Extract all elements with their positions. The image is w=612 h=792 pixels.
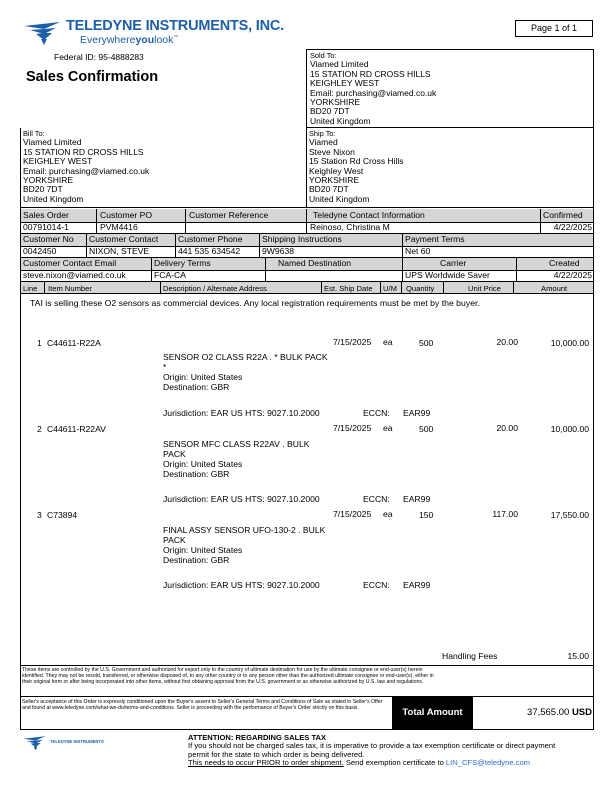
teledyne-wing-small-icon bbox=[22, 735, 48, 751]
item-destination: Destination: GBR bbox=[163, 469, 230, 479]
item-description-cont: PACK bbox=[163, 535, 186, 545]
col-unit-price: Unit Price bbox=[468, 284, 501, 293]
header-delivery-terms: Delivery Terms bbox=[154, 258, 211, 268]
sold-to-line: BD20 7DT bbox=[310, 106, 350, 117]
item-jurisdiction: Jurisdiction: EAR US HTS: 9027.10.2000 bbox=[163, 408, 320, 418]
footer-logo-text: TELEDYNE INSTRUMENTS bbox=[50, 739, 104, 744]
item-number: C44611-R22AV bbox=[47, 424, 106, 434]
commercial-notice: TAI is selling these O2 sensors as commercial devices. Any local registration requirements must be met by the buyer. bbox=[30, 298, 480, 308]
col-est-ship-date: Est. Ship Date bbox=[324, 284, 373, 293]
handling-fees-label: Handling Fees bbox=[442, 651, 498, 661]
item-eccn-value: EAR99 bbox=[403, 408, 431, 418]
customer-email-value: steve.nixon@viamed.co.uk bbox=[23, 270, 126, 280]
header-customer-contact: Customer Contact bbox=[89, 234, 159, 244]
carrier-value: UPS Worldwide Saver bbox=[405, 270, 490, 280]
sold-to-label: Sold To: bbox=[310, 51, 337, 60]
item-description-cont: PACK bbox=[163, 449, 186, 459]
shipping-instructions-value: 9W9638 bbox=[262, 246, 295, 256]
company-name-bold: TELEDYNE bbox=[66, 18, 142, 34]
item-quantity: 150 bbox=[419, 510, 434, 520]
sold-to-line: 15 STATION RD CROSS HILLS bbox=[310, 68, 431, 79]
sold-to-line: YORKSHIRE bbox=[310, 97, 361, 108]
item-unit-price: 20.00 bbox=[496, 423, 518, 433]
bill-to-line: 15 STATION RD CROSS HILLS bbox=[23, 146, 144, 157]
item-number: C44611-R22A bbox=[47, 338, 101, 348]
sold-to-line: Viamed Limited bbox=[310, 59, 369, 70]
sales-tax-send: Send exemption certificate to bbox=[343, 758, 446, 768]
col-description: Description / Alternate Address bbox=[163, 284, 267, 293]
total-label-box bbox=[392, 697, 473, 729]
item-line-number: 3 bbox=[37, 510, 42, 520]
exemption-email-link[interactable]: LIN_CFS@teledyne.com bbox=[445, 758, 531, 768]
header-confirmed: Confirmed bbox=[543, 210, 583, 220]
header-created: Created bbox=[549, 258, 580, 268]
item-jurisdiction: Jurisdiction: EAR US HTS: 9027.10.2000 bbox=[163, 580, 320, 590]
total-amount bbox=[474, 707, 592, 718]
sold-to-email: Email: purchasing@viamed.co.uk bbox=[310, 87, 437, 98]
item-amount: 10,000.00 bbox=[550, 424, 589, 434]
teledyne-contact-value: Reinoso, Christina M bbox=[310, 222, 390, 232]
total-amount-label: Total Amount bbox=[402, 707, 463, 718]
company-name-rest: INSTRUMENTS, INC. bbox=[141, 18, 284, 34]
item-description: SENSOR O2 CLASS R22A . * BULK PACK bbox=[163, 352, 328, 362]
sales-tax-warning: This needs to occur PRIOR to order shipment. bbox=[188, 758, 344, 768]
item-eccn-label: ECCN: bbox=[363, 408, 390, 418]
ship-to-block bbox=[309, 130, 403, 204]
header-sales-order: Sales Order bbox=[23, 210, 69, 220]
sales-tax-line1: If you should not be charged sales tax, it is imperative to provide a tax exemption certificate or direct payment bbox=[188, 741, 556, 750]
customer-no-value: 0042450 bbox=[23, 246, 57, 256]
bill-to-block bbox=[23, 130, 149, 204]
item-line-number: 1 bbox=[37, 338, 42, 348]
tagline-you: you bbox=[135, 34, 155, 46]
item-number: C73894 bbox=[47, 510, 78, 520]
sales-tax-line2: permit for the state to which order is being delivered. bbox=[188, 749, 365, 759]
item-ship-date: 7/15/2025 bbox=[333, 509, 372, 519]
sold-to-line: United Kingdom bbox=[310, 115, 371, 126]
col-um: U/M bbox=[383, 284, 397, 293]
customer-contact-value: NIXON, STEVE bbox=[89, 246, 150, 256]
header-customer-no: Customer No bbox=[23, 234, 74, 244]
teledyne-wing-icon bbox=[22, 20, 64, 46]
delivery-terms-value: FCA-CA bbox=[154, 270, 186, 280]
federal-id: Federal ID: 95-4888283 bbox=[54, 52, 144, 62]
item-ship-date: 7/15/2025 bbox=[333, 423, 372, 433]
col-item-number: Item Number bbox=[48, 284, 92, 293]
page-number-box: Page 1 of 1 bbox=[515, 20, 593, 37]
item-amount: 10,000.00 bbox=[550, 338, 589, 348]
ship-to-line: Viamed bbox=[309, 137, 338, 148]
item-um: ea bbox=[383, 509, 393, 519]
item-origin: Origin: United States bbox=[163, 545, 243, 555]
item-origin: Origin: United States bbox=[163, 372, 243, 382]
trademark: ™ bbox=[173, 34, 179, 41]
ship-to-label: Ship To: bbox=[309, 129, 336, 138]
bill-to-email: Email: purchasing@viamed.co.uk bbox=[23, 165, 150, 176]
teledyne-logo bbox=[22, 18, 284, 50]
item-um: ea bbox=[383, 337, 393, 347]
item-eccn-label: ECCN: bbox=[363, 580, 390, 590]
customer-po-value: PVM4416 bbox=[100, 222, 138, 232]
acceptance-terms: Seller's acceptance of this Order is expressly conditioned upon the Buyer's assent to Seller's General Terms and Conditions of Sale as stated in Seller's Offer and found at www.teledyne.com/what-we-do/terms-and-conditions. Seller is proceeding with the performance of Buyer's Order strictly on this basis. bbox=[22, 699, 383, 711]
ship-to-line: United Kingdom bbox=[309, 193, 370, 204]
ship-to-line: 15 Station Rd Cross Hills bbox=[309, 156, 404, 167]
header-customer-contact-email: Customer Contact Email bbox=[23, 258, 117, 268]
header-shipping-instructions: Shipping Instructions bbox=[262, 234, 342, 244]
ship-to-line: YORKSHIRE bbox=[309, 175, 360, 186]
header-payment-terms: Payment Terms bbox=[405, 234, 465, 244]
confirmed-date-value: 4/22/2025 bbox=[553, 222, 592, 232]
header-customer-reference: Customer Reference bbox=[189, 210, 269, 220]
customer-phone-value: 441 535 634542 bbox=[178, 246, 241, 256]
header-customer-po: Customer PO bbox=[100, 210, 153, 220]
footer-logo bbox=[22, 735, 112, 757]
item-jurisdiction: Jurisdiction: EAR US HTS: 9027.10.2000 bbox=[163, 494, 320, 504]
item-description: SENSOR MFC CLASS R22AV . BULK bbox=[163, 439, 310, 449]
col-amount: Amount bbox=[541, 284, 568, 293]
sales-tax-notice bbox=[188, 742, 555, 768]
item-eccn-value: EAR99 bbox=[403, 580, 431, 590]
item-eccn-value: EAR99 bbox=[403, 494, 431, 504]
item-destination: Destination: GBR bbox=[163, 382, 230, 392]
item-eccn-label: ECCN: bbox=[363, 494, 390, 504]
header-carrier: Carrier bbox=[440, 258, 467, 268]
sales-tax-title: ATTENTION: REGARDING SALES TAX bbox=[188, 733, 327, 742]
line-items-area bbox=[20, 294, 594, 665]
col-line: Line bbox=[23, 284, 38, 293]
item-quantity: 500 bbox=[419, 338, 434, 348]
bill-to-label: Bill To: bbox=[23, 129, 45, 138]
item-amount: 17,550.00 bbox=[550, 510, 589, 520]
sold-to-line: KEIGHLEY WEST bbox=[310, 78, 380, 89]
item-origin: Origin: United States bbox=[163, 459, 243, 469]
header-teledyne-contact: Teledyne Contact Information bbox=[313, 210, 425, 220]
bill-to-line: KEIGHLEY WEST bbox=[23, 156, 93, 167]
bill-to-line: BD20 7DT bbox=[23, 184, 63, 195]
payment-terms-value: Net 60 bbox=[405, 246, 431, 256]
item-quantity: 500 bbox=[419, 424, 434, 434]
sales-order-value: 00791014-1 bbox=[23, 222, 69, 232]
header-named-destination: Named Destination bbox=[278, 258, 352, 268]
header-customer-phone: Customer Phone bbox=[178, 234, 243, 244]
item-um: ea bbox=[383, 423, 393, 433]
item-description: FINAL ASSY SENSOR UFO-130-2 . BULK bbox=[163, 525, 326, 535]
item-unit-price: 20.00 bbox=[496, 337, 518, 347]
created-date-value: 4/22/2025 bbox=[553, 270, 592, 280]
bill-to-line: YORKSHIRE bbox=[23, 175, 74, 186]
bill-to-line: United Kingdom bbox=[23, 193, 84, 204]
item-destination: Destination: GBR bbox=[163, 555, 230, 565]
bill-to-line: Viamed Limited bbox=[23, 137, 82, 148]
item-ship-date: 7/15/2025 bbox=[333, 337, 372, 347]
tagline-look: look bbox=[154, 34, 174, 46]
export-control-notice: These items are controlled by the U.S. Government and authorized for export only to the country of ultimate destination for use by the ultimate consignee or end-user(s) herein identified. They may not be resold, transferred, or otherwise disposed of, to any other country or to any person other than the authorized ultimate consignee or end-user(s), either in their original form or after being incorporated into other items, without first obtaining approval from the U.S. government or as otherwise authorized by U.S. law and regulations. bbox=[22, 667, 434, 685]
ship-to-line: BD20 7DT bbox=[309, 184, 349, 195]
item-line-number: 2 bbox=[37, 424, 42, 434]
total-currency: USD bbox=[571, 707, 592, 718]
sold-to-block bbox=[306, 49, 594, 128]
col-quantity: Quantity bbox=[406, 284, 435, 293]
item-unit-price: 117.00 bbox=[492, 509, 518, 519]
page-title: Sales Confirmation bbox=[26, 69, 159, 85]
total-amount-value: 37,565.00 bbox=[527, 707, 570, 718]
ship-to-line: Steve Nixon bbox=[309, 146, 355, 157]
ship-to-line: Keighley West bbox=[309, 165, 364, 176]
item-description-cont: * bbox=[163, 362, 167, 372]
handling-fees-value: 15.00 bbox=[567, 651, 589, 661]
tagline-everywhere: Everywhere bbox=[80, 34, 136, 46]
